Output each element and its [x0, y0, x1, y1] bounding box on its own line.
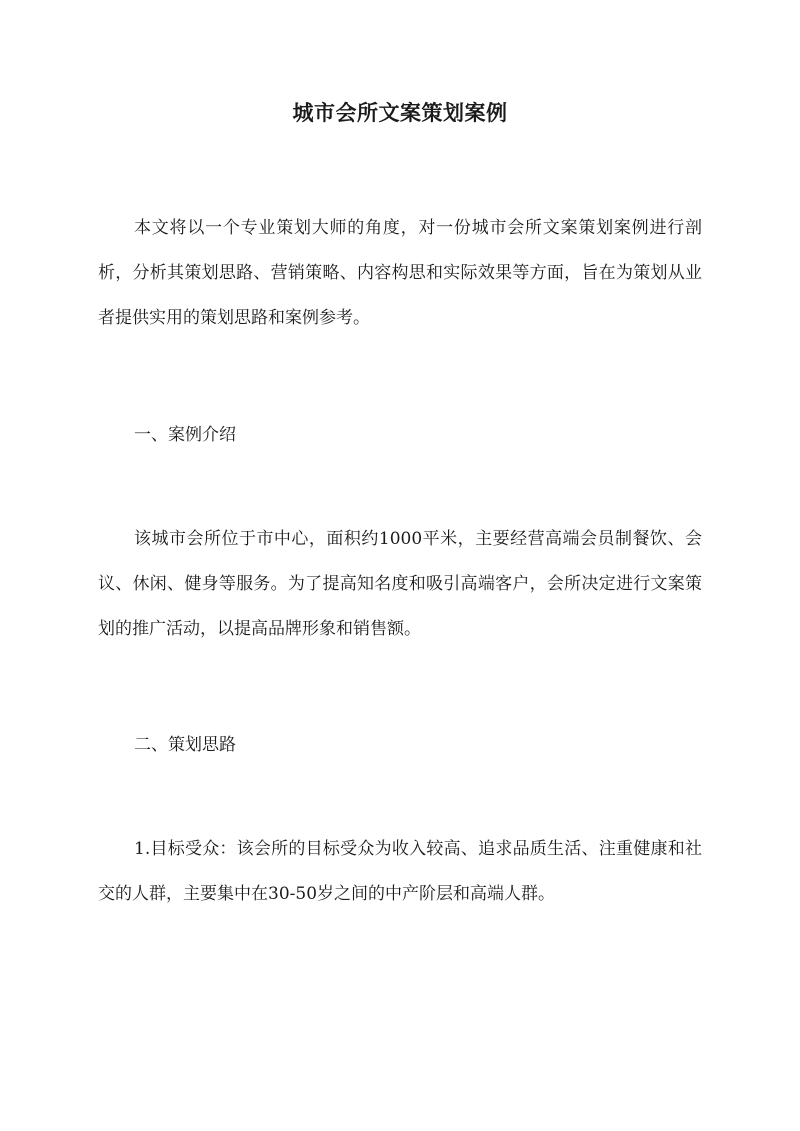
section-heading-case-intro: 一、案例介绍 [134, 425, 236, 445]
intro-paragraph: 本文将以一个专业策划大师的角度，对一份城市会所文案策划案例进行剖析，分析其策划思路、营销策略、内容构思和实际效果等方面，旨在为策划从业者提供实用的策划思路和案例参考。 [98, 218, 702, 328]
case-intro-paragraph: 该城市会所位于市中心，面积约1000平米，主要经营高端会员制餐饮、会议、休闲、健身等服务。为了提高知名度和吸引高端客户，会所决定进行文案策划的推广活动，以提高品牌形象和销售额。 [98, 529, 702, 639]
document-title: 城市会所文案策划案例 [292, 100, 508, 125]
target-audience-paragraph: 1.目标受众：该会所的目标受众为收入较高、追求品质生活、注重健康和社交的人群，主要集中在30-50岁之间的中产阶层和高端人群。 [98, 839, 702, 904]
section-heading-planning-ideas: 二、策划思路 [134, 735, 236, 755]
